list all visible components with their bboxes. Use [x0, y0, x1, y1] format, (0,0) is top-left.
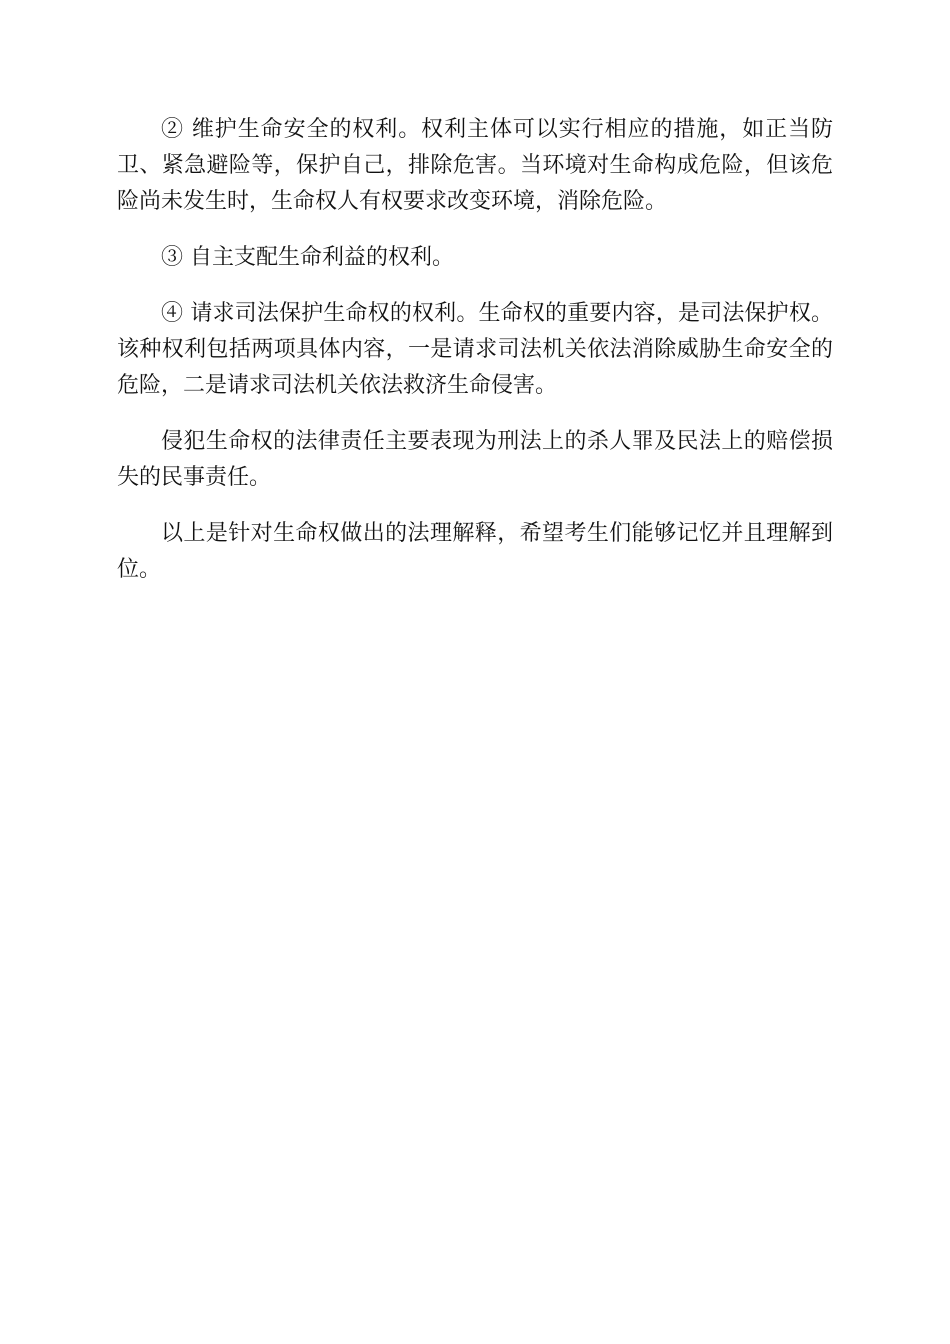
paragraph-self-disposal: ③ 自主支配生命利益的权利。: [161, 245, 454, 270]
paragraph-right-to-safety: ② 维护生命安全的权利。权利主体可以实行相应的措施，如正当防卫、紧急避险等，保护自己，排除危害。当环境对生命构成危险，但该危险尚未发生时，生命权人有权要求改变环境，消除危险。: [117, 117, 833, 214]
paragraph-judicial-protection: ④ 请求司法保护生命权的权利。生命权的重要内容，是司法保护权。该种权利包括两项具体内容，一是请求司法机关依法消除威胁生命安全的危险，二是请求司法机关依法救济生命侵害。: [117, 301, 833, 398]
document-body: [117, 112, 833, 608]
paragraph-legal-liability: 侵犯生命权的法律责任主要表现为刑法上的杀人罪及民法上的赔偿损失的民事责任。: [117, 429, 833, 490]
paragraph-conclusion: 以上是针对生命权做出的法理解释，希望考生们能够记忆并且理解到位。: [117, 521, 833, 582]
